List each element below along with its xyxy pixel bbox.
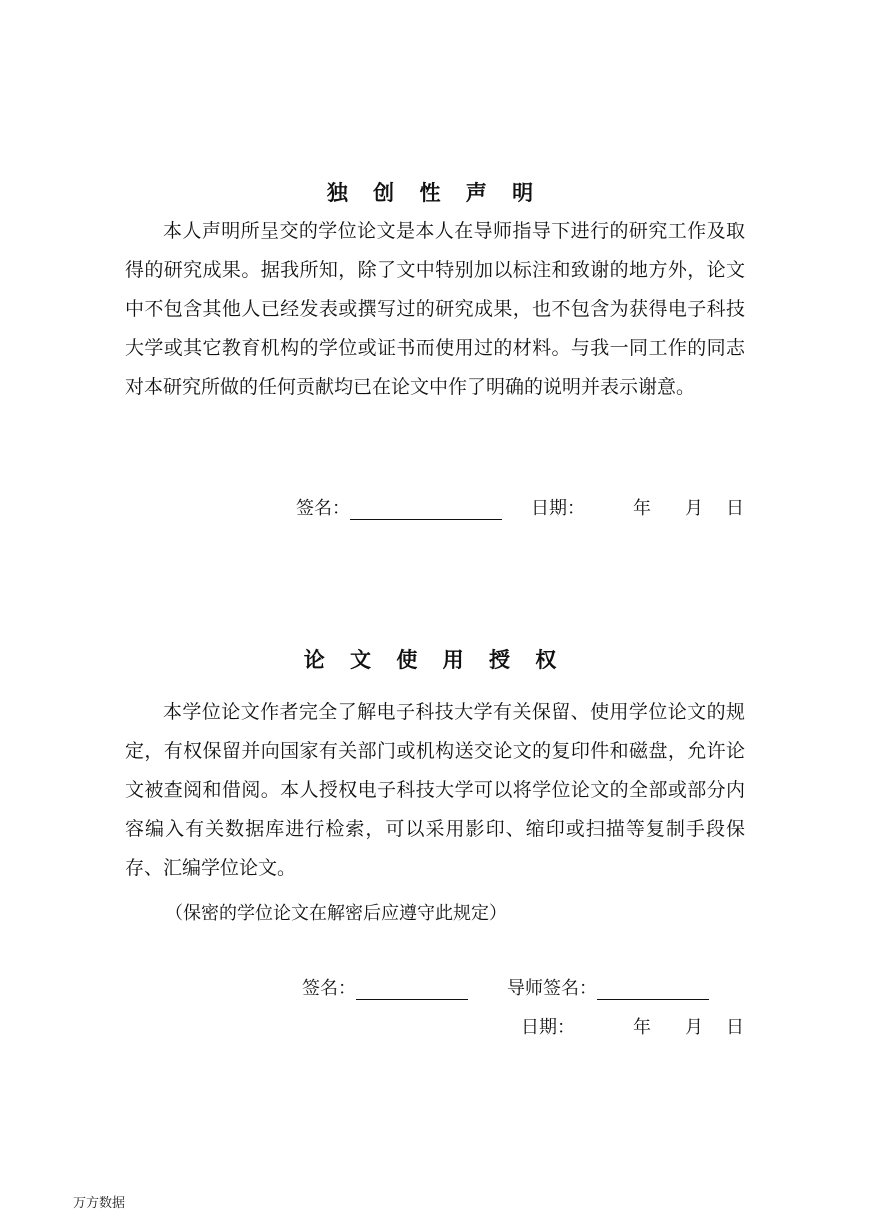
authorization-paragraph: 本学位论文作者完全了解电子科技大学有关保留、使用学位论文的规定，有权保留并向国家有关部门或机构送交论文的复印件和磁盘，允许论文被查阅和借阅。本人授权电子科技大学可以将学位论文的全部或部分内容编入有关数据库进行检索，可以采用影印、缩印或扫描等复制手段保存、汇编学位论文。 [125,701,745,879]
advisor-signature-line[interactable] [597,979,709,1000]
authorization-signature-row [302,974,468,1000]
declaration-signature-line[interactable] [350,499,502,520]
authorization-day: 日 [726,1017,744,1038]
authorization-title: 论 文 使 用 授 权 [303,648,566,672]
declaration-paragraph: 本人声明所呈交的学位论文是本人在导师指导下进行的研究工作及取得的研究成果。据我所知，除了文中特别加以标注和致谢的地方外，论文中不包含其他人已经发表或撰写过的研究成果，也不包含为获得电子科技大学或其它教育机构的学位或证书而使用过的材料。与我一同工作的同志对本研究所做的任何贡献均已在论文中作了明确的说明并表示谢意。 [125,220,745,398]
advisor-signature-label: 导师签名： [507,978,597,999]
declaration-year: 年 [633,498,651,519]
declaration-title: 独 创 性 声 明 [326,181,543,205]
authorization-date-label: 日期： [521,1017,575,1038]
declaration-date-row [531,494,585,520]
footer-watermark: 万方数据 [73,1196,126,1211]
declaration-signature-row [296,494,502,520]
advisor-signature-row [507,974,709,1000]
declaration-body [125,212,745,407]
declaration-day: 日 [726,498,744,519]
authorization-month: 月 [685,1017,703,1038]
declaration-month: 月 [685,498,703,519]
declaration-signature-label: 签名： [296,498,350,519]
authorization-signature-label: 签名： [302,978,356,999]
declaration-date-label: 日期： [531,498,585,519]
authorization-year: 年 [633,1017,651,1038]
authorization-body [125,693,745,888]
authorization-note: （保密的学位论文在解密后应遵守此规定） [165,903,507,924]
authorization-signature-line[interactable] [356,979,468,1000]
